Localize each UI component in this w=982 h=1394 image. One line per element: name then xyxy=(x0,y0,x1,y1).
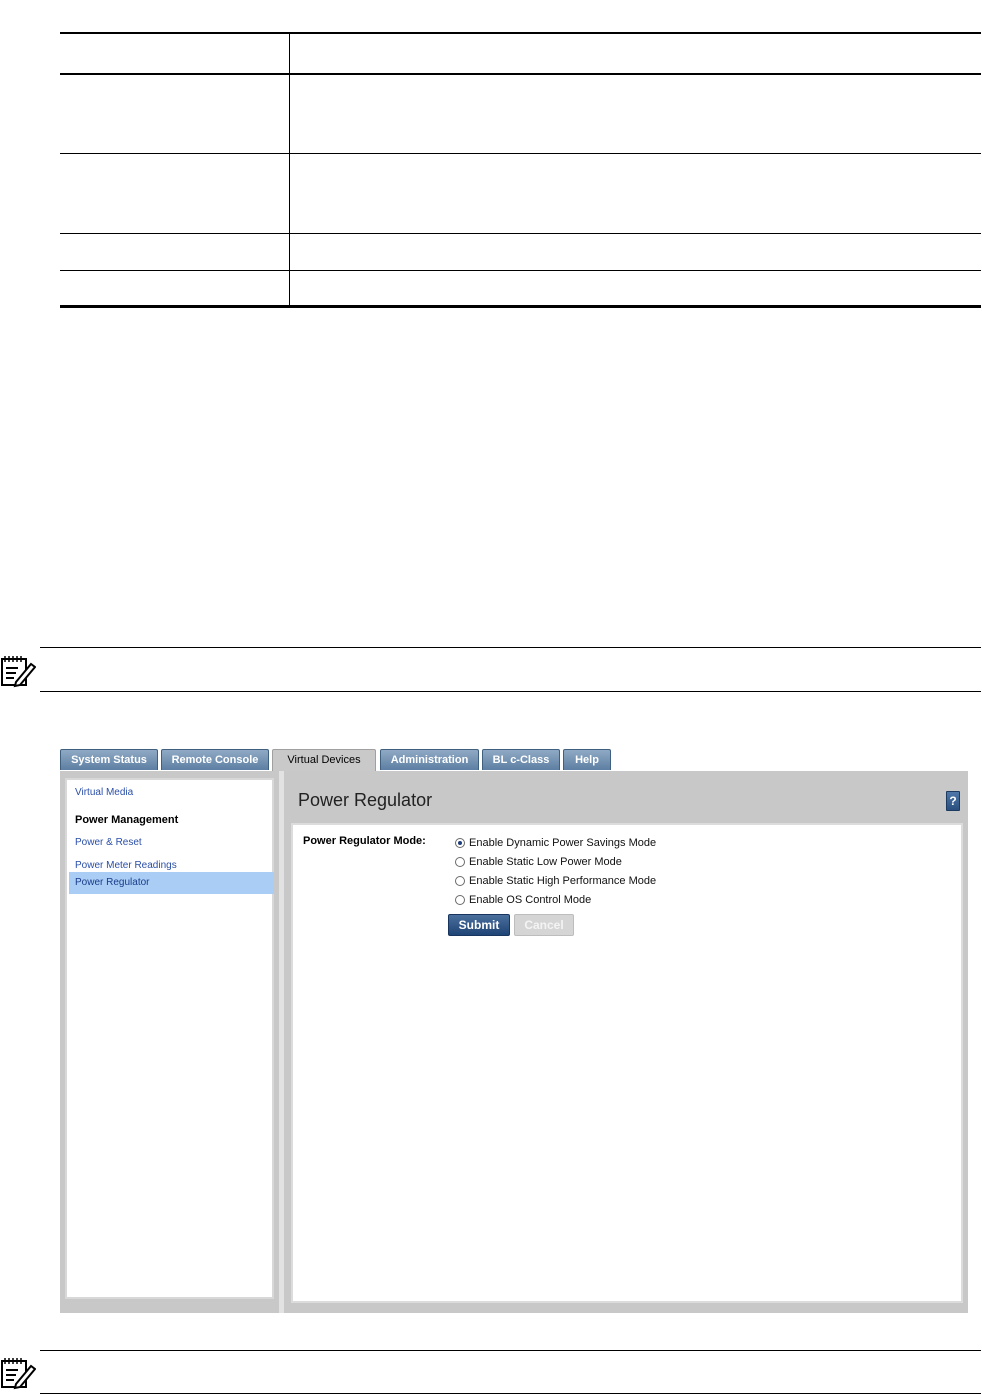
option-label: Enable OS Control Mode xyxy=(469,894,592,906)
option-static-high-performance[interactable] xyxy=(455,875,656,887)
table-rule xyxy=(60,153,981,154)
ilo-screenshot xyxy=(60,749,968,1313)
main-panel xyxy=(286,776,968,1308)
radio-button[interactable] xyxy=(455,857,465,867)
note-top-rule xyxy=(40,1350,981,1351)
radio-button[interactable] xyxy=(455,895,465,905)
tab-system-status[interactable]: System Status xyxy=(60,749,158,770)
content-frame xyxy=(60,771,968,1313)
table-header-rule xyxy=(60,73,981,75)
page-title: Power Regulator xyxy=(298,790,433,810)
note-block xyxy=(0,640,982,700)
radio-button[interactable] xyxy=(455,838,465,848)
tab-bl-c-class[interactable]: BL c-Class xyxy=(482,749,560,770)
tab-remote-console[interactable]: Remote Console xyxy=(161,749,269,770)
sidebar xyxy=(65,778,274,1299)
tab-bar xyxy=(60,749,968,771)
mode-label: Power Regulator Mode: xyxy=(303,835,426,847)
option-static-low-power[interactable] xyxy=(455,856,622,868)
sidebar-item-power-reset[interactable]: Power & Reset xyxy=(75,837,142,848)
cancel-button[interactable]: Cancel xyxy=(514,914,574,936)
option-os-control[interactable] xyxy=(455,894,591,906)
table-column-divider xyxy=(289,32,290,308)
note-top-rule xyxy=(40,647,981,648)
option-label: Enable Dynamic Power Savings Mode xyxy=(469,837,657,849)
table-rule xyxy=(60,270,981,271)
note-block xyxy=(0,1343,982,1394)
sidebar-section-power-management: Power Management xyxy=(75,814,179,826)
table-rule xyxy=(60,233,981,234)
option-dynamic-power-savings[interactable] xyxy=(455,837,656,849)
power-regulator-form xyxy=(291,823,963,1303)
table-bottom-rule xyxy=(60,305,981,308)
help-icon[interactable]: ? xyxy=(946,791,960,811)
tab-help[interactable]: Help xyxy=(563,749,611,770)
note-icon xyxy=(0,1354,36,1390)
sidebar-item-power-meter-readings[interactable]: Power Meter Readings xyxy=(75,860,177,871)
tab-administration[interactable]: Administration xyxy=(380,749,479,770)
option-label: Enable Static Low Power Mode xyxy=(469,856,622,868)
submit-button[interactable]: Submit xyxy=(448,914,510,936)
note-icon xyxy=(0,652,36,688)
tab-virtual-devices[interactable]: Virtual Devices xyxy=(272,749,376,772)
sidebar-item-power-regulator[interactable]: Power Regulator xyxy=(69,872,274,894)
option-label: Enable Static High Performance Mode xyxy=(469,875,657,887)
radio-button[interactable] xyxy=(455,876,465,886)
sidebar-item-virtual-media[interactable]: Virtual Media xyxy=(75,787,134,798)
panel-divider xyxy=(279,771,284,1313)
table-rule xyxy=(60,32,981,34)
document-table xyxy=(60,32,981,308)
note-bottom-rule xyxy=(40,691,981,692)
